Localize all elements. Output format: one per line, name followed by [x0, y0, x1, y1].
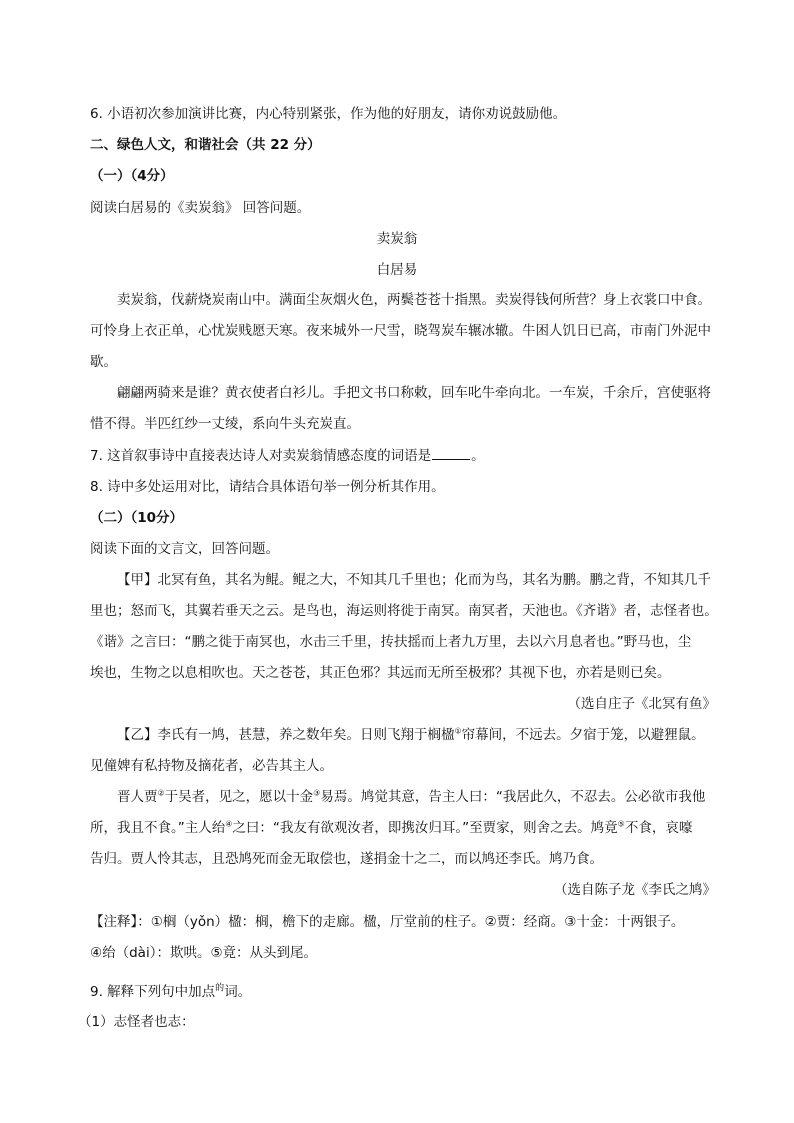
passage-yi-text: 晋人贾: [117, 789, 158, 805]
poem-line: 歇。: [90, 354, 117, 370]
passage-yi-line: 告归。贾人怜其志，且恐鸠死而金无取偿也，遂捐金十之二，而以鸠还李氏。鸠乃食。: [90, 851, 603, 867]
footnote-marker: ①: [454, 726, 462, 736]
passage-yi-line: [90, 818, 692, 838]
section-2-heading: 二、绿色人文，和谐社会（共 22 分）: [90, 137, 321, 153]
passage-yi-text: 于吴者，见之，愿以十金: [164, 789, 314, 805]
footnote-marker: ④: [225, 819, 233, 829]
question-9-dotted: 的: [215, 983, 225, 994]
question-7: [90, 446, 485, 466]
passage-yi-text: 不食，哀嚎: [624, 820, 693, 836]
passage-jia-line: 里也；怒而飞，其翼若垂天之云。是鸟也，海运则将徙于南冥。南冥者，天池也。《齐谐》者，志怪者也。: [90, 603, 718, 619]
annotation-line: ④绐（dài）：欺哄。⑤竟：从头到尾。: [90, 945, 318, 961]
passage-yi-line: [117, 787, 705, 807]
passage-jia-line: 埃也，生物之以息相吹也。天之苍苍，其正色邪？其远而无所至极邪？其视下也，亦若是则已矣。: [90, 665, 671, 681]
part-2-heading: （二）（10分）: [90, 510, 184, 526]
passage-yi-text: 【乙】李氏有一鸠，甚慧，养之数年矣。日则飞翔于榈楹: [117, 727, 455, 743]
passage-jia-source: （选自庄子《北冥有鱼》: [567, 696, 716, 712]
passage-jia-line: 《谐》之言曰：“鹏之徙于南冥也，水击三千里，抟扶摇而上者九万里，去以六月息者也。”野马也，尘: [90, 634, 692, 650]
passage-yi-text: 之曰：“我友有欲观汝者，即携汝归耳。”至贾家，则舍之去。鸠竟: [232, 820, 618, 836]
poem-line: 翩翩两骑来是谁？黄衣使者白衫儿。手把文书口称敕，回车叱牛牵向北。一车炭，千余斤，宫使驱将: [117, 385, 711, 401]
passage-jia-line: 【甲】北冥有鱼，其名为鲲。鲲之大，不知其几千里也；化而为鸟，其名为鹏。鹏之背，不知其几千: [117, 572, 711, 588]
footnote-marker: ③: [313, 788, 321, 798]
question-6: 6. 小语初次参加演讲比赛，内心特别紧张，作为他的好朋友，请你劝说鼓励他。: [90, 106, 567, 122]
question-9-text: 9. 解释下列句中加点: [90, 984, 216, 1000]
question-7-text: 7. 这首叙事诗中直接表达诗人对卖炭翁情感态度的词语是: [90, 448, 432, 464]
part-1-heading: （一）（4分）: [90, 168, 174, 184]
poem-line: 可怜身上衣正单，心忧炭贱愿天寒。夜来城外一尺雪，晓驾炭车辗冰辙。牛困人饥日已高，市南门外泥中: [90, 323, 711, 339]
passage-yi-line: 见僮婢有私持物及摘花者，必告其主人。: [90, 758, 333, 774]
question-8: 8. 诗中多处运用对比，请结合具体语句举一例分析其作用。: [90, 479, 445, 495]
poem-title: 卖炭翁: [376, 231, 418, 247]
footnote-marker: ⑤: [617, 819, 625, 829]
passage-yi-source: （选自陈子龙《李氏之鸠》: [554, 882, 716, 898]
part-2-intro: 阅读下面的文言文，回答问题。: [90, 541, 279, 557]
poem-line: 卖炭翁，伐薪烧炭南山中。满面尘灰烟火色，两鬓苍苍十指黑。卖炭得钱何所营？身上衣裳口中食。: [117, 292, 711, 308]
passage-yi-text: 帘幕间，不远去。夕宿于笼，以避狸鼠。: [461, 727, 705, 743]
question-9: [90, 982, 251, 1002]
footnote-marker: ②: [157, 788, 165, 798]
passage-yi-text: 易焉。鸠觉其意，告主人曰：“我居此久，不忍去。公必欲市我他: [320, 789, 706, 805]
passage-yi-text: 所，我且不食。”主人绐: [90, 820, 226, 836]
answer-blank[interactable]: [432, 447, 470, 460]
passage-yi-line: [117, 725, 705, 745]
poem-line: 惜不得。半匹红纱一丈绫，系向牛头充炭直。: [90, 416, 360, 432]
question-7-end: 。: [471, 448, 485, 464]
part-1-intro: 阅读白居易的《卖炭翁》 回答问题。: [90, 200, 311, 216]
poem-author: 白居易: [376, 262, 418, 278]
question-9-item-1: （1）志怪者也志：: [78, 1014, 195, 1030]
question-9-text: 词。: [224, 984, 252, 1000]
annotation-line: 【注释】：①榈（yǒn）楹：榈，檐下的走廊。楹，厅堂前的柱子。②贾：经商。③十金：十两银子。: [90, 914, 685, 930]
